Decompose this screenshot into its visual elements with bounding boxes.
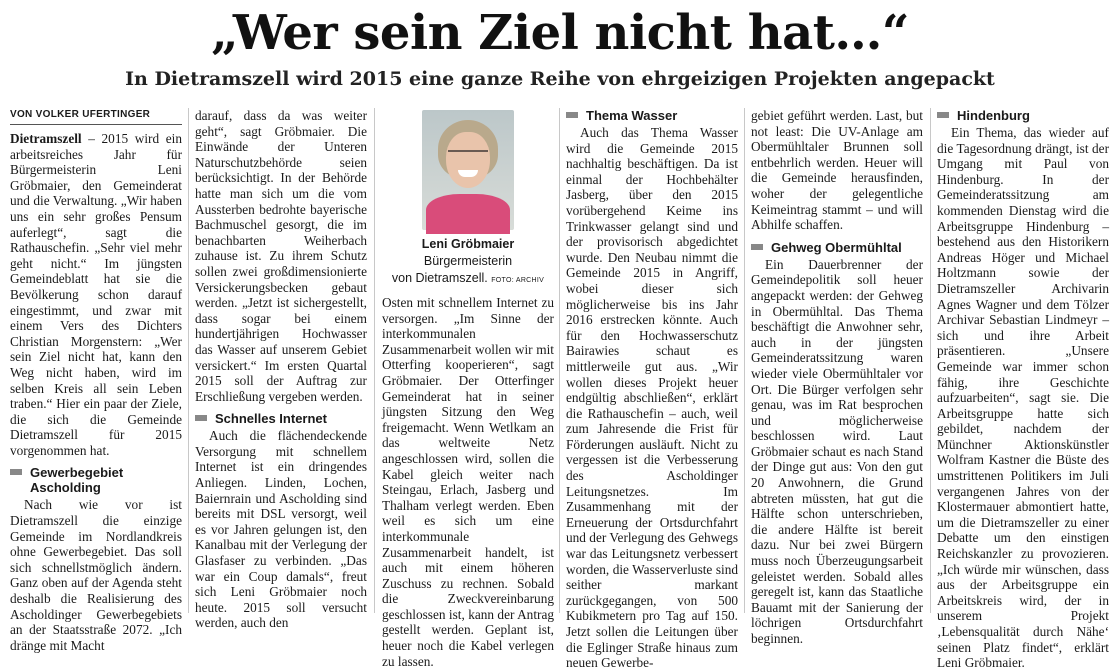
- photo-credit: FOTO: ARCHIV: [491, 277, 545, 284]
- column-divider: [930, 108, 931, 613]
- subhead-label: Thema Wasser: [586, 108, 678, 123]
- headline: „Wer sein Ziel nicht hat…“: [211, 5, 909, 61]
- paragraph: Ein Thema, das wieder auf die Tagesordnung drängt, ist der Umgang mit Paul von Hindenburg. In der Gemeinderatssitzung am kommenden Dienstag wird die Arbeitsgruppe Hindenburg – bestehend aus den Historikern Andreas Höger und Michael Holtzmann sowie der Dietramszeller Archivarin Agnes Wagner und dem Tölzer Archivar Sebastian Lindmeyr – sich und ihre Arbeit präsentieren. „Unsere Gemeinde war immer schon fähig, ihre Geschichte aufzuarbeiten“, sagt sie. Die Arbeitsgruppe hatte sich gebildet, nachdem der Münchner Aktionskünstler Wolfram Kastner die Büste des umstrittenen Politikers im Juli vergangenen Jahres von der Klostermauer abmontiert hatte, um die Dietramszeller zu einer Debatte um den einstigen Reichskanzler zu provozieren. „Ich würde mir wünschen, dass aus der Arbeitsgruppe ein Arbeitskreis wird, der in unserem Projekt ‚Lebensqualität durch Nähe‘ seinen Platz findet“, erklärt Leni Gröbmaier.: [937, 125, 1109, 671]
- subhead-gewerbegebiet: [10, 465, 182, 495]
- subhead-label: Hindenburg: [957, 108, 1030, 123]
- dateline: Dietramszell: [10, 131, 82, 146]
- subheadline: In Dietramszell wird 2015 eine ganze Reihe von ehrgeizigen Projekten angepackt: [125, 68, 995, 90]
- portrait-photo: [422, 110, 514, 230]
- subhead-label: Gehweg Obermühltal: [771, 239, 902, 255]
- subhead-wasser: [566, 108, 738, 123]
- subhead-bar-icon: [195, 415, 207, 421]
- photo-caption-name: Leni Gröbmaier: [421, 237, 515, 251]
- photo-caption-place: [382, 270, 554, 289]
- subhead-label: Gewerbegebiet Ascholding: [30, 465, 124, 496]
- column-divider: [559, 108, 560, 613]
- column-5: [751, 108, 923, 646]
- column-1: [10, 108, 182, 653]
- paragraph: gebiet geführt werden. Last, but not least: Die UV-Anlage am Obermühltaler Brunnen soll entbehrlich werden. Heuer will die Gemeinde herausfinden, woher der gelegentliche Keimeintrag stammt – und will Abhilfe schaffen.: [751, 108, 923, 233]
- column-4: [566, 108, 738, 671]
- photo-block: [382, 110, 554, 289]
- intro-paragraph: [10, 131, 182, 458]
- column-6: [937, 108, 1109, 671]
- paragraph: Auch das Thema Wasser wird die Gemeinde 2015 nachhaltig beschäftigen. Da ist einmal der Hochbehälter Jasberg, über den 2015 vorübergehend Keime ins Trinkwasser gelangt sind und der provisorisch abgedichtet wurde. Den Neubau nimmt die Gemeinde 2015 in Angriff, wobei dieser sich möglicherweise bis ins Jahr 2016 erstrecken könnte. Auch für den Hochwasserschutz Bairawies schaut es mittlerweile gut aus. „Wir wollen dieses Projekt heuer endgültig abschließen“, erklärt die Rathauschefin – auch, weil zum Jahresende die Frist für Förderungen ausläuft. Nicht zu vergessen ist die Verbesserung des Ascholdinger Leitungsnetzes. Im Zusammenhang mit der Erneuerung der Ortsdurchfahrt und der Verlegung des Gehwegs war das Leitungsnetz verbessert worden, die Wasserverluste sind seither markant zurückgegangen, von 500 Kubikmetern pro Tag auf 150. Jetzt sollen die Leitungen über die Eglinger Straße hinaus zum neuen Gewerbe-: [566, 125, 738, 671]
- byline: VON VOLKER UFERTINGER: [10, 108, 182, 125]
- column-2: [195, 108, 367, 631]
- intro-text: – 2015 wird ein arbeitsreiches Jahr für Bürgermeisterin Leni Gröbmaier, den Gemeinderat und die Verwaltung. „Wir haben uns ein sehr großes Pensum auferlegt“, sagt die Rathauschefin. „Sehr viel mehr geht nicht.“ Im jüngsten Gemeindeblatt hat sie die Bevölkerung schon darauf eingestimmt, und zwar mit einem Vers des Dichters Christian Morgenstern: „Wer sein Ziel nicht hat, kann den Weg nicht haben, wird im selben Kreis all sein Leben traben.“ Hier ein paar der Ziele, die sich die Gemeinde Dietramszell für 2015 vorgenommen hat.: [10, 131, 182, 458]
- subhead-bar-icon: [751, 244, 763, 250]
- subhead-internet: [195, 411, 367, 426]
- paragraph: Osten mit schnellem Internet zu versorgen. „Im Sinne der interkommunalen Zusammenarbeit wollen wir mit Otterfing kooperieren“, sagt Gröbmaier. Der Otterfinger Gemeinderat hat in seiner jüngsten Sitzung den Weg freigemacht. Wenn Wetlkam an das weltweite Netz angeschlossen wird, sollen die Kabel gleich weiter nach Steingau, Erlach, Jasberg und Thalham verlegt werden. Eben weil es sich um eine interkommunale Zusammenarbeit handelt, ist auch mit einem höheren Zuschuss zu rechnen. Sobald die Zweckvereinbarung geschlossen ist, kann der Antrag gestellt werden. Geplant ist, heuer noch die Kabel verlegen zu lassen.: [382, 295, 554, 669]
- subhead-bar-icon: [566, 112, 578, 118]
- paragraph: Ein Dauerbrenner der Gemeindepolitik soll heuer angepackt werden: der Gehweg in Obermühltal. Das Thema beschäftigt die Anwohner sehr, auch in der jüngsten Gemeinderatssitzung waren wieder viele Obermühltaler vor Ort. Die Bürger verfolgen sehr genau, was im Rat besprochen und möglicherweise beschlossen wird. Laut Gröbmaier schaut es nach Stand der Dinge gut aus: Von den gut 20 Anwohnern, die Grund abtreten müssten, hat gut die Hälfte schon unterschrieben, die andere Hälfte ist bereit dazu. Nur bei zwei Bürgern muss noch Überzeugungsarbeit geleistet werden. Sobald alles geregelt ist, kann das Staatliche Bauamt mit der Sanierung der löchrigen Ortsdurchfahrt beginnen.: [751, 256, 923, 646]
- article-body: [10, 108, 1112, 671]
- column-divider: [744, 108, 745, 613]
- subhead-bar-icon: [10, 469, 22, 475]
- photo-caption-role: Bürgermeisterin: [423, 254, 513, 268]
- column-3: [382, 108, 554, 669]
- paragraph: darauf, dass da was weiter geht“, sagt Gröbmaier. Die Einwände der Unteren Naturschutzbehörde seien berücksichtigt. In der Behörde hatte man sich um die vom Aussterben bedrohte bayerische Bachmuschel gesorgt, die im benachbarten Weiherbach zuhause ist. Zu ihrem Schutz sollen zwei großdimensionierte Versickerungsbecken gebaut werden. „Jetzt ist sichergestellt, dass sogar bei einem hundertjährigen Hochwasser das Wasser auf unserem Gebiet versickert.“ Im ersten Quartal 2015 soll der Auftrag zur Erschließung vergeben werden.: [195, 108, 367, 404]
- paragraph: Auch die flächendeckende Versorgung mit schnellem Internet ist ein dringendes Anliegen. Linden, Lochen, Baiernrain und Ascholding sind bereits mit DSL versorgt, weil es vor Jahren gelungen ist, den Kanalbau mit der Verlegung der Glasfaser zu verbinden. „Das war ein Coup damals“, freut sich Leni Gröbmaier noch heute. 2015 soll versucht werden, auch den: [195, 428, 367, 631]
- subhead-hindenburg: [937, 108, 1109, 123]
- subhead-bar-icon: [937, 112, 949, 118]
- column-divider: [188, 108, 189, 613]
- column-divider: [374, 108, 375, 613]
- subhead-gehweg: [751, 240, 923, 255]
- caption-place-text: von Dietramszell.: [391, 271, 488, 285]
- subhead-label: Schnelles Internet: [215, 411, 327, 427]
- paragraph: Nach wie vor ist Dietramszell die einzige Gemeinde im Nordlandkreis ohne Gewerbegebiet. Das soll sich schnellstmöglich ändern. Ganz oben auf der Agenda steht deshalb die Realisierung des Ascholdinger Gewerbegebiets an der Staatsstraße 2072. „Ich dränge mit Macht: [10, 497, 182, 653]
